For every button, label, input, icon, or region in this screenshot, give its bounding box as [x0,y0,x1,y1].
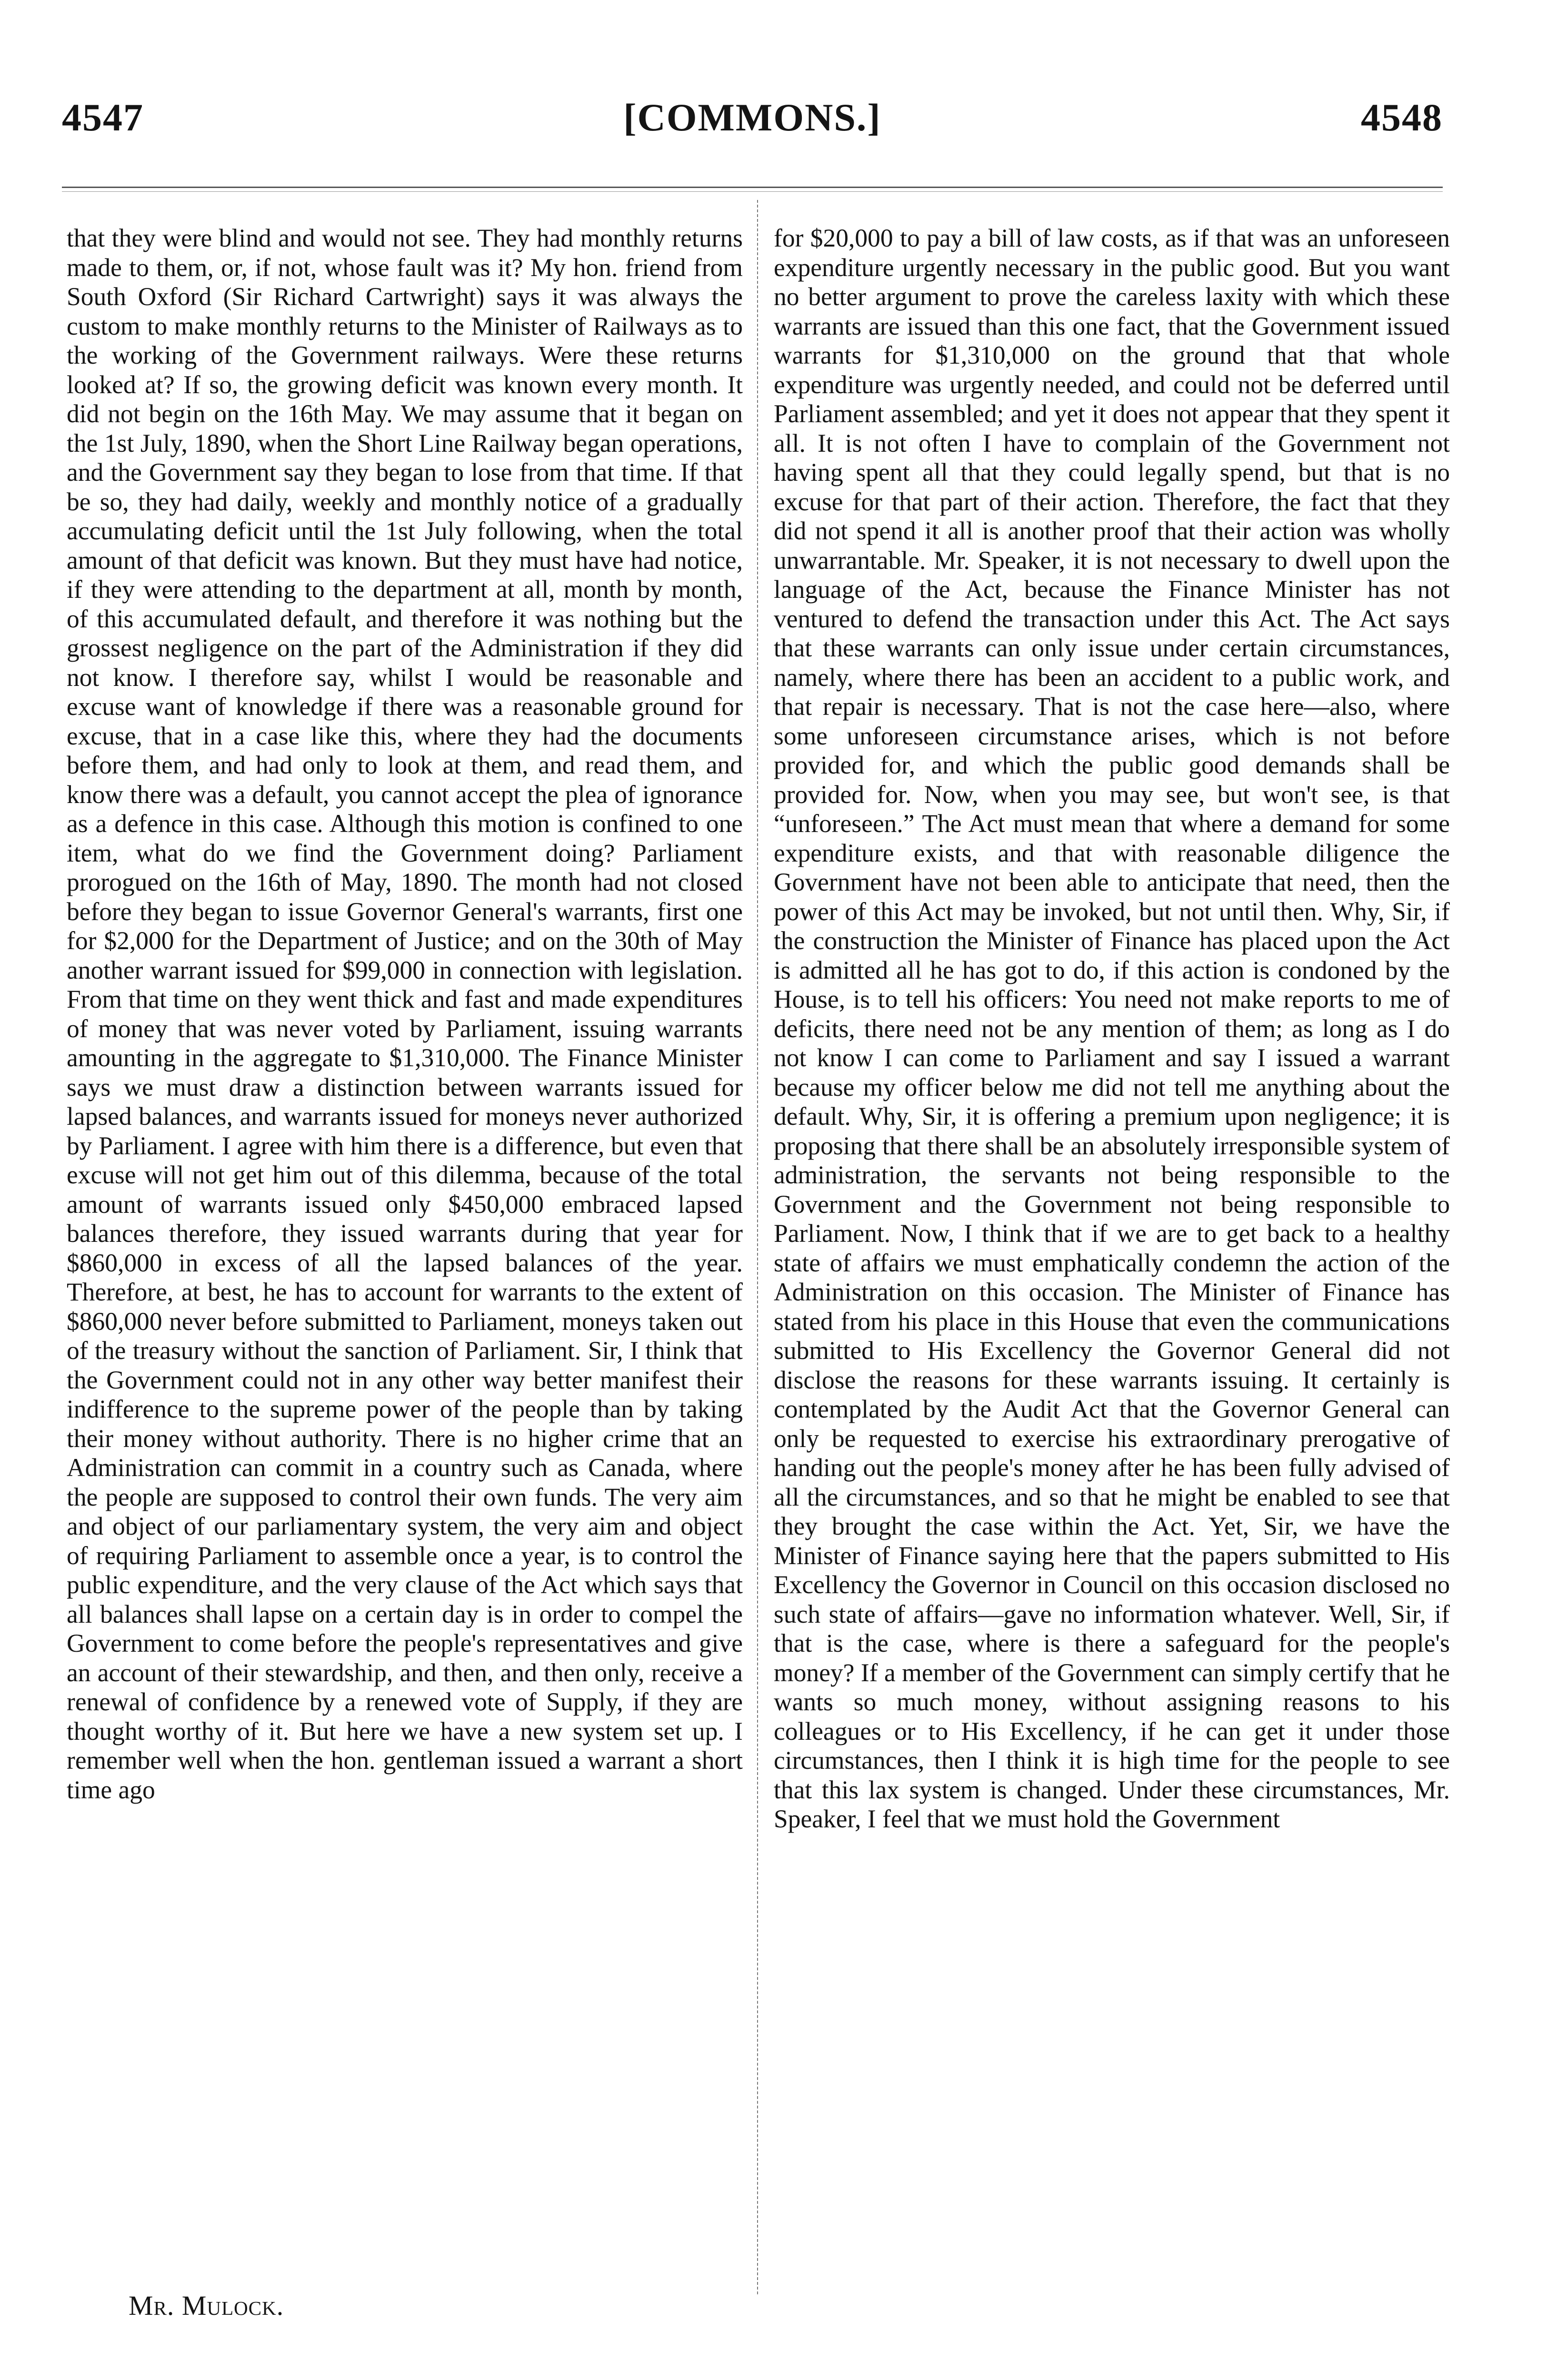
page-number-left: 4547 [62,96,144,139]
hansard-page [62,0,1450,2380]
column-divider [757,200,758,2294]
speaker-footer [129,2290,284,2321]
speaker-name: Mr. Mulock. [129,2290,284,2321]
page-header [62,95,1443,148]
page-title: [COMMONS.] [623,96,881,139]
header-rule [62,187,1443,188]
right-column [774,224,1450,1834]
page-number-right: 4548 [1361,96,1443,139]
left-column [67,224,743,1805]
header-rule-thin [62,191,1443,192]
left-column-text: that they were blind and would not see. They had monthly returns made to them, or, if not, whose fault was it? My hon. friend from South Oxford (Sir Richard Cartwright) says it was always the custom to make monthly returns to the Minister of Railways as to the working of the Government railways. Were these returns looked at? If so, the growing deficit was known every month. It did not begin on the 16th May. We may assume that it began on the 1st July, 1890, when the Short Line Railway began operations, and the Government say they began to lose from that time. If that be so, they had daily, weekly and monthly notice of a gradually accumulating deficit until the 1st July following, when the total amount of that deficit was known. But they must have had notice, if they were attending to the department at all, month by month, of this accumulated default, and therefore it was nothing but the grossest negligence on the part of the Administration if they did not know. I therefore say, whilst I would be reasonable and excuse want of knowledge if there was a reasonable ground for excuse, that in a case like this, where they had the documents before them, and had only to look at them, and read them, and know there was a default, you cannot accept the plea of ignorance as a defence in this case. Although this motion is confined to one item, what do we find the Government doing? Parliament prorogued on the 16th of May, 1890. The month had not closed before they began to issue Governor General's warrants, first one for $2,000 for the Department of Justice; and on the 30th of May another warrant issued for $99,000 in connection with legislation. From that time on they went thick and fast and made expenditures of money that was never voted by Parliament, issuing warrants amounting in the aggregate to $1,310,000. The Finance Minister says we must draw a distinction between warrants issued for lapsed balances, and warrants issued for moneys never authorized by Parliament. I agree with him there is a difference, but even that excuse will not get him out of this dilemma, because of the total amount of warrants issued only $450,000 embraced lapsed balances therefore, they issued warrants during that year for $860,000 in excess of all the lapsed balances of the year. Therefore, at best, he has to account for warrants to the extent of $860,000 never before submitted to Parliament, moneys taken out of the treasury without the sanction of Parliament. Sir, I think that the Government could not in any other way better manifest their indifference to the supreme power of the people than by taking their money without authority. There is no higher crime that an Administration can commit in a country such as Canada, where the people are supposed to control their own funds. The very aim and object of our parliamentary system, the very aim and object of requiring Parliament to assemble once a year, is to control the public expenditure, and the very clause of the Act which says that all balances shall lapse on a certain day is in order to compel the Government to come before the people's representatives and give an account of their stewardship, and then, and then only, receive a renewal of confidence by a renewed vote of Supply, if they are thought worthy of it. But here we have a new system set up. I remember well when the hon. gentleman issued a warrant a short time ago [67,224,743,1804]
right-column-text: for $20,000 to pay a bill of law costs, as if that was an unforeseen expenditure urgently necessary in the public good. But you want no better argument to prove the careless laxity with which these warrants are issued than this one fact, that the Government issued warrants for $1,310,000 on the ground that that whole expenditure was urgently needed, and could not be deferred until Parliament assembled; and yet it does not appear that they spent it all. It is not often I have to complain of the Government not having spent all that they could legally spend, but that is no excuse for that part of their action. Therefore, the fact that they did not spend it all is another proof that their action was wholly unwarrantable. Mr. Speaker, it is not necessary to dwell upon the language of the Act, because the Finance Minister has not ventured to defend the transaction under this Act. The Act says that these warrants can only issue under certain circumstances, namely, where there has been an accident to a public work, and that repair is necessary. That is not the case here—also, where some unforeseen circumstance arises, which is not before provided for, and which the public good demands shall be provided for. Now, when you may see, but won't see, is that “unforeseen.” The Act must mean that where a demand for some expenditure exists, and that with reasonable diligence the Government have not been able to anticipate that need, then the power of this Act may be invoked, but not until then. Why, Sir, if the construction the Minister of Finance has placed upon the Act is admitted all he has got to do, if this action is condoned by the House, is to tell his officers: You need not make reports to me of deficits, there need not be any mention of them; as long as I do not know I can come to Parliament and say I issued a warrant because my officer below me did not tell me anything about the default. Why, Sir, it is offering a premium upon negligence; it is proposing that there shall be an absolutely irresponsible system of administration, the servants not being responsible to the Government and the Government not being responsible to Parliament. Now, I think that if we are to get back to a healthy state of affairs we must emphatically condemn the action of the Administration on this occasion. The Minister of Finance has stated from his place in this House that even the communications submitted to His Excellency the Governor General did not disclose the reasons for these warrants issuing. It certainly is contemplated by the Audit Act that the Governor General can only be requested to exercise his extraordinary prerogative of handing out the people's money after he has been fully advised of all the circumstances, and so that he might be enabled to see that they brought the case within the Act. Yet, Sir, we have the Minister of Finance saying here that the papers submitted to His Excellency the Governor in Council on this occasion disclosed no such state of affairs—gave no information whatever. Well, Sir, if that is the case, where is there a safeguard for the people's money? If a member of the Government can simply certify that he wants so much money, without assigning reasons to his colleagues or to His Excellency, if he can get it under those circumstances, then I think it is high time for the people to see that this lax system is changed. Under these circumstances, Mr. Speaker, I feel that we must hold the Government [774,224,1450,1833]
